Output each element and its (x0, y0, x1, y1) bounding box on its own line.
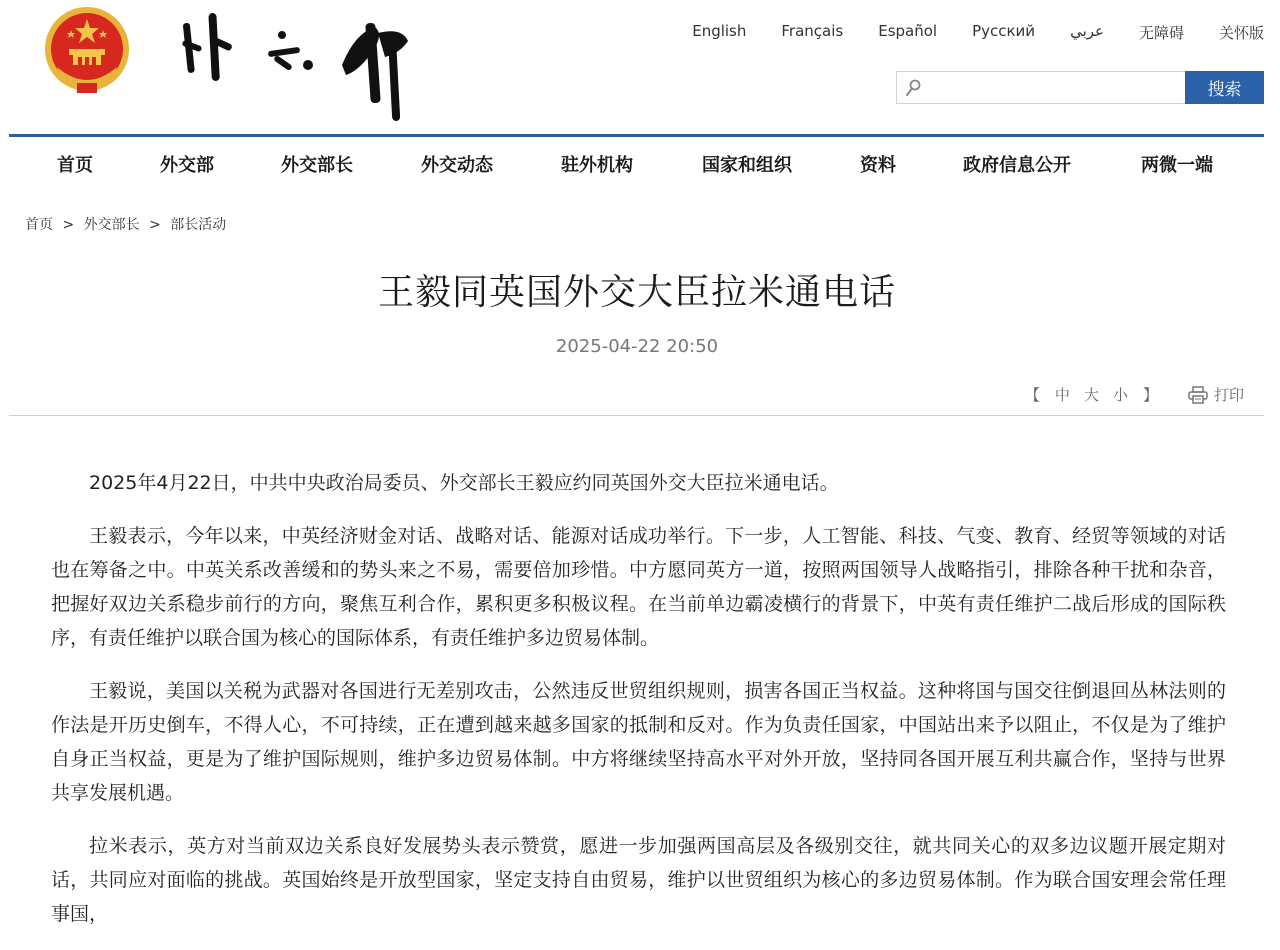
nav-item-missions-abroad[interactable]: 驻外机构 (561, 155, 633, 176)
nav-item-diplomatic-news[interactable]: 外交动态 (421, 155, 493, 176)
print-button[interactable] (1188, 384, 1244, 405)
article-title: 王毅同英国外交大臣拉米通电话 (377, 272, 896, 313)
article-paragraph: 拉米表示，英方对当前双边关系良好发展势头表示赞赏，愿进一步加强两国高层及各级别交往，就共同关心的双多边议题开展定期对话，共同应对面临的挑战。英国始终是开放型国家，坚定支持自由贸易，维护以世贸组织为核心的多边贸易体制。作为联合国安理会常任理事国， (51, 835, 1226, 925)
nav-item-home[interactable]: 首页 (57, 155, 93, 176)
search-field (896, 71, 1185, 104)
article-tools (1017, 384, 1244, 405)
article-divider (9, 415, 1264, 416)
language-bar (657, 22, 1264, 43)
site-name-calligraphy[interactable] (180, 5, 415, 123)
bracket-open: 【 (1024, 386, 1040, 404)
nav-item-resources[interactable]: 资料 (860, 155, 896, 176)
font-size-medium-button[interactable]: 中 (1054, 386, 1070, 404)
font-size-small-button[interactable]: 小 (1112, 386, 1128, 404)
article-body (51, 466, 1226, 950)
search-box (896, 71, 1264, 104)
nav-item-minister[interactable]: 外交部长 (281, 155, 353, 176)
lang-spanish-link[interactable]: Español (878, 22, 938, 40)
breadcrumb-home[interactable]: 首页 (25, 217, 53, 233)
nav-item-social-media[interactable]: 两微一端 (1141, 155, 1213, 176)
lang-arabic-link[interactable]: عربي (1070, 22, 1104, 40)
article-paragraph: 王毅说，美国以关税为武器对各国进行无差别攻击，公然违反世贸组织规则，损害各国正当权益。这种将国与国交往倒退回丛林法则的作法是开历史倒车，不得人心，不可持续，正在遭到越来越多国家的抵制和反对。作为负责任国家，中国站出来予以阻止，不仅是为了维护自身正当权益，更是为了维护国际规则，维护多边贸易体制。中方将继续坚持高水平对外开放，坚持同各国开展互利共赢合作，坚持与世界共享发展机遇。 (51, 680, 1226, 804)
breadcrumb (25, 214, 226, 234)
printer-icon (1188, 386, 1208, 404)
article-paragraph: 2025年4月22日，中共中央政治局委员、外交部长王毅应约同英国外交大臣拉米通电话。 (89, 472, 839, 494)
breadcrumb-minister-activities[interactable]: 部长活动 (170, 217, 227, 233)
site-header (0, 0, 1280, 136)
main-nav (9, 137, 1264, 189)
font-size-large-button[interactable]: 大 (1083, 386, 1099, 404)
search-button[interactable]: 搜索 (1185, 71, 1264, 104)
lang-french-link[interactable]: Français (781, 22, 844, 40)
search-input[interactable] (897, 72, 1185, 103)
breadcrumb-minister[interactable]: 外交部长 (83, 217, 140, 233)
bracket-close: 】 (1142, 386, 1158, 404)
accessibility-link[interactable]: 无障碍 (1138, 24, 1184, 42)
national-emblem-icon[interactable] (43, 5, 131, 97)
breadcrumb-separator: > (62, 217, 75, 233)
breadcrumb-separator: > (149, 217, 161, 233)
care-version-link[interactable]: 关怀版 (1218, 24, 1264, 42)
article-datetime: 2025-04-22 20:50 (555, 336, 719, 357)
lang-russian-link[interactable]: Русский (972, 22, 1036, 40)
nav-item-ministry[interactable]: 外交部 (160, 155, 214, 176)
nav-item-countries-organizations[interactable]: 国家和组织 (702, 155, 792, 176)
lang-english-link[interactable]: English (692, 22, 747, 40)
font-size-selector (1017, 384, 1166, 405)
print-label: 打印 (1213, 386, 1244, 404)
nav-item-government-info[interactable]: 政府信息公开 (963, 155, 1071, 176)
article-paragraph: 王毅表示，今年以来，中英经济财金对话、战略对话、能源对话成功举行。下一步，人工智能、科技、气变、教育、经贸等领域的对话也在筹备之中。中英关系改善缓和的势头来之不易，需要倍加珍惜。中方愿同英方一道，按照两国领导人战略指引，排除各种干扰和杂音，把握好双边关系稳步前行的方向，聚焦互利合作，累积更多积极议程。在当前单边霸凌横行的背景下，中英有责任维护二战后形成的国际秩序，有责任维护以联合国为核心的国际体系，有责任维护多边贸易体制。 (51, 525, 1226, 649)
search-icon (905, 79, 921, 97)
